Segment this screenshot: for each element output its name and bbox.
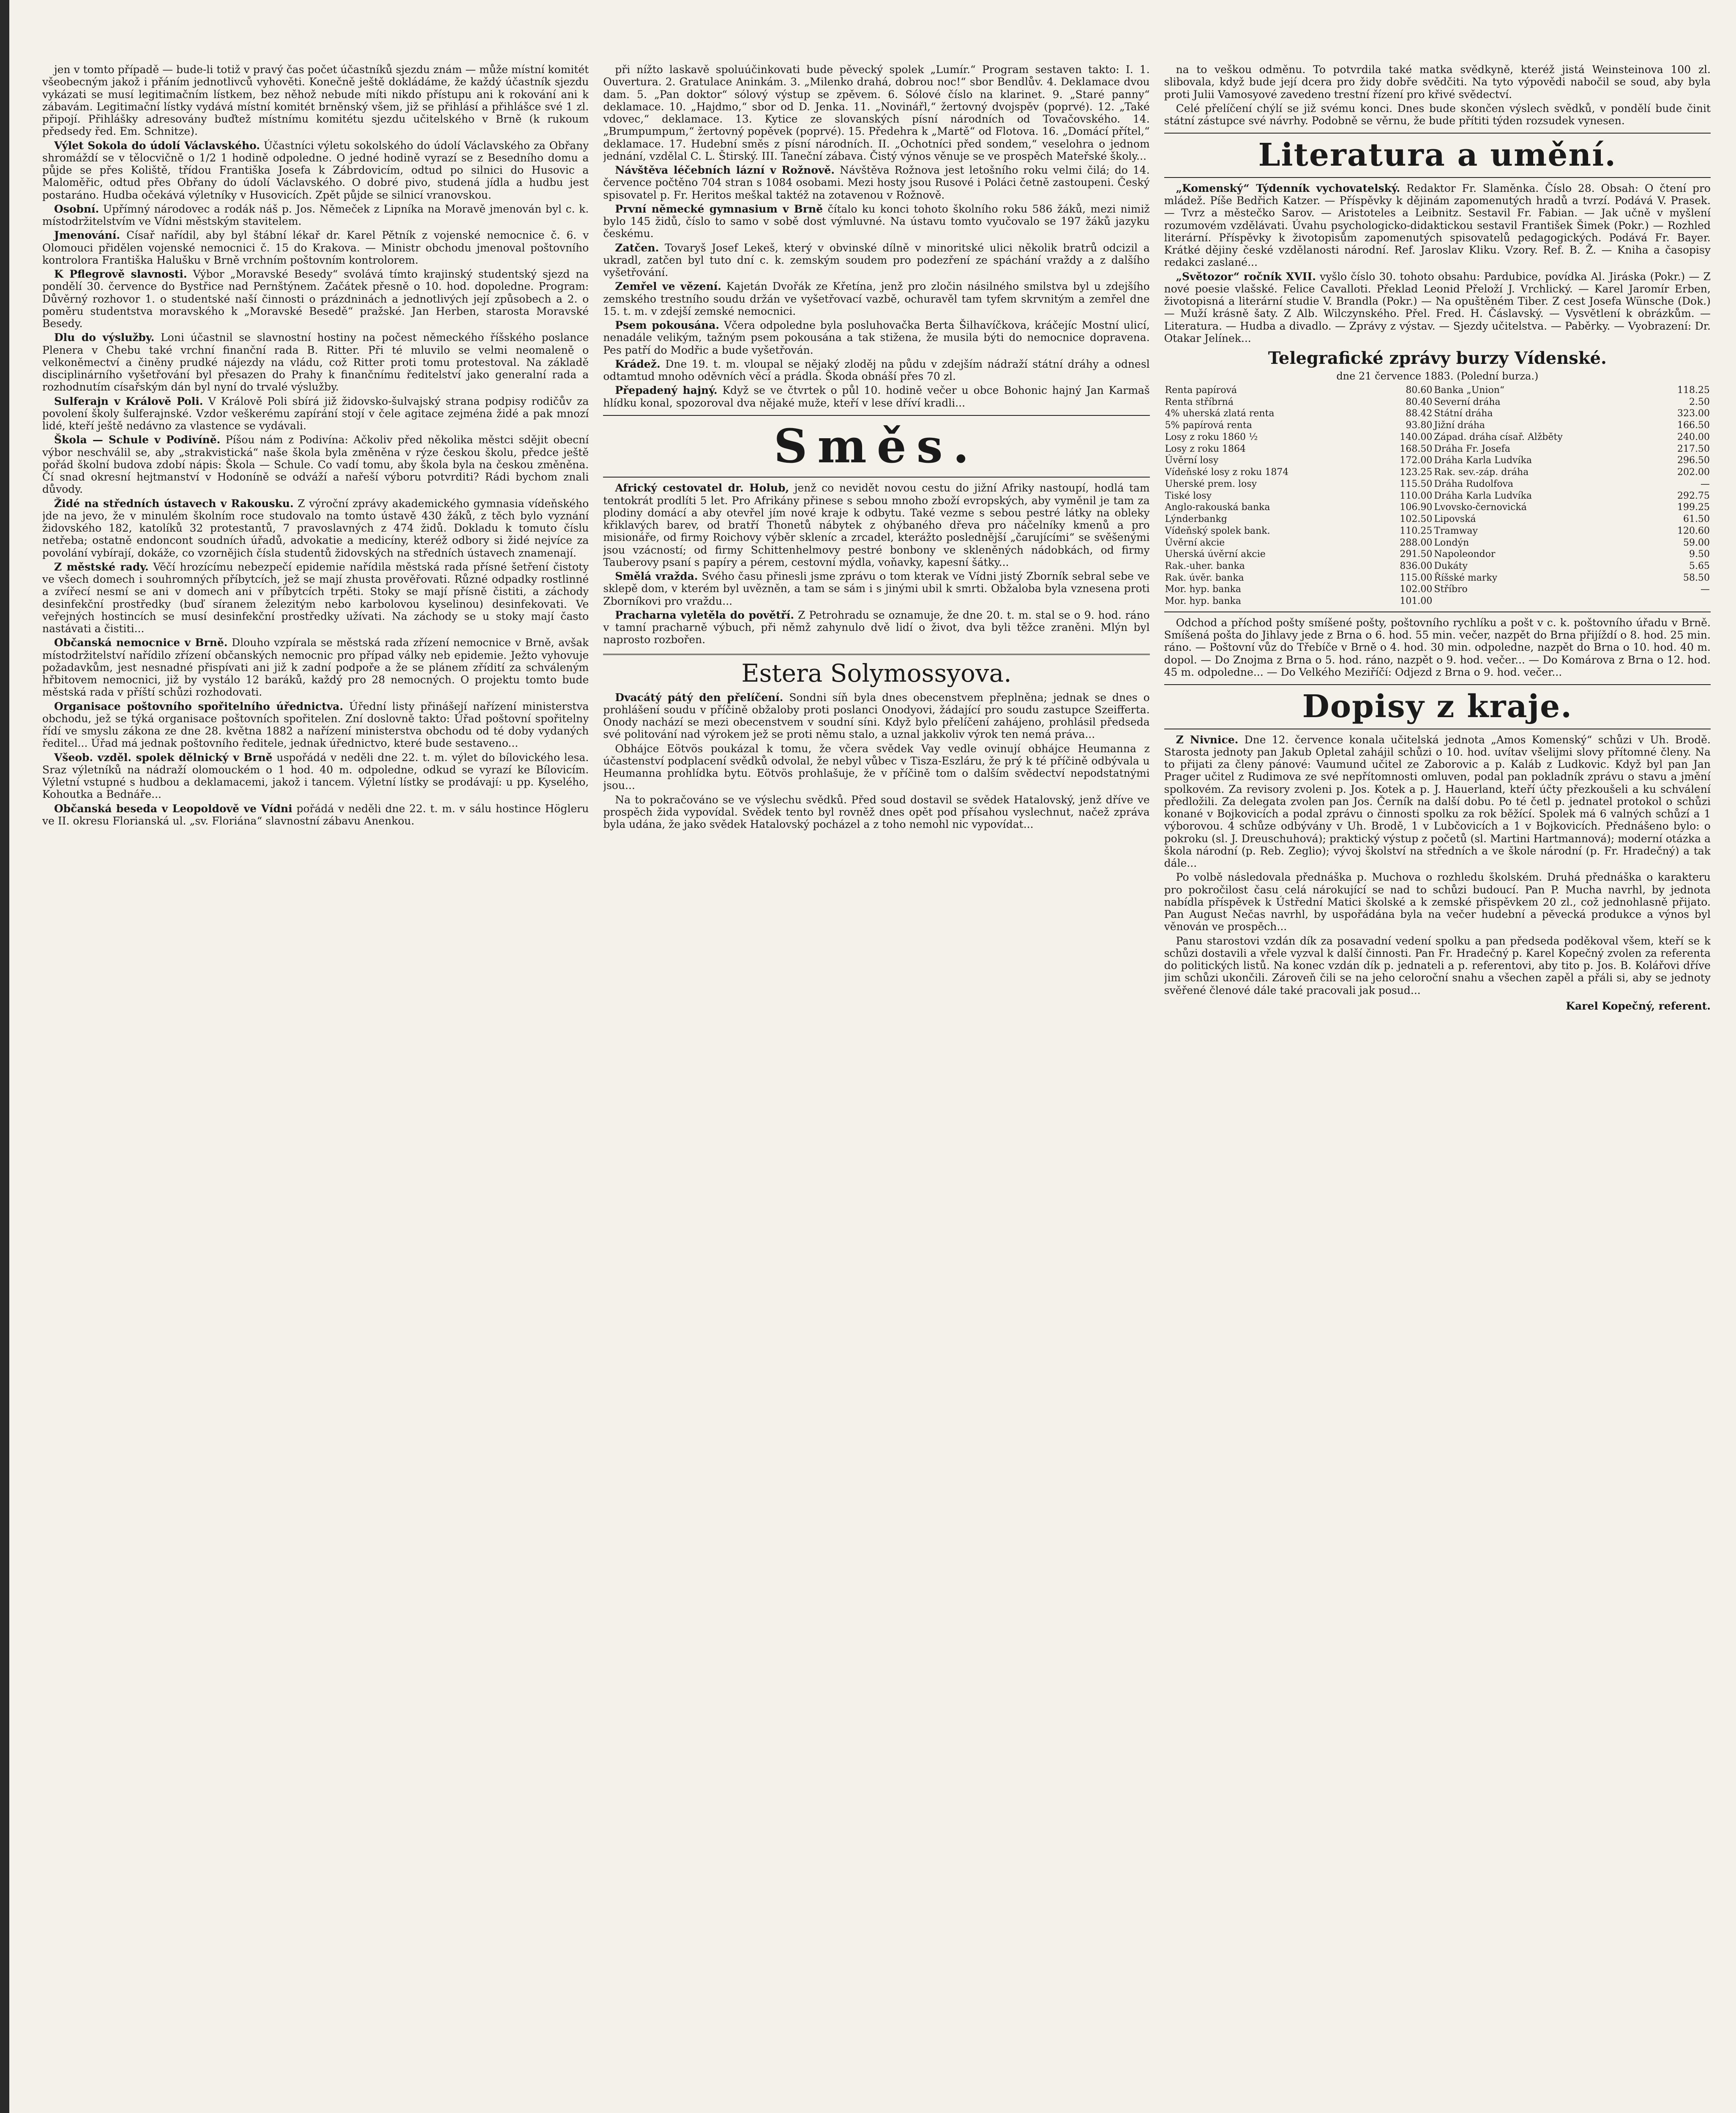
article-headline: Z Nivnice.	[1176, 733, 1239, 746]
article-text: při nížto laskavě spoluúčinkovati bude pěvecký spolek „Lumír.“ Program sestaven takto: I. 1. Ouvertura. 2. Gratulace Aninkám. 3. „Milenko drahá, dobrou noc!“ sbor Bendlův. 4. Deklamace dvou dam. 5. „Pan doktor“ sólový výstup se zpěvem. 6. Sólové číslo na klarinet. 9. „Staré panny“ deklamace. 10. „Hajdmo,“ sbor od D. Jenka. 11. „Novinářl,“ žertovný dvojspěv (poprvé). 12. „Také vdovec,“ deklamace. 13. Kytice ze slovanských písní národních od Tovačovského. 14. „Brumpumpum,“ žertovný popěvek (poprvé). 15. Předehra k „Martě“ od Flotova. 16. „Domácí přítel,“ deklamace. 17. Hudební směs z písní národních. II. „Ochotníci před sondem,“ veselohra o jednom jednání, vzdělal C. L. Štirský. III. Taneční zábava. Čistý výnos věnuje se ve prospěch Mateřské školy...	[603, 63, 1150, 162]
table-row	[1164, 431, 1711, 443]
quote-name: Vídeňský spolek bank.	[1165, 525, 1270, 536]
section-heading: Dopisy z kraje.	[1164, 684, 1711, 729]
table-row	[1164, 396, 1711, 408]
quote-name: Anglo-rakouská banka	[1165, 502, 1270, 513]
quote-name: Dráha Fr. Josefa	[1434, 443, 1510, 454]
quote-value: 118.25	[1677, 385, 1710, 396]
quote-value: 217.50	[1677, 443, 1710, 454]
article-paragraph	[603, 63, 1149, 162]
stock-report-title: Telegrafické zprávy burzy Vídenské.	[1268, 348, 1607, 369]
section-heading: Směs.	[603, 415, 1149, 478]
quote-value: 288.00	[1400, 537, 1433, 548]
quote-name: Mor. hyp. banka	[1165, 596, 1241, 607]
article-paragraph	[603, 691, 1149, 741]
quote-value: 102.00	[1400, 584, 1433, 595]
quote-value: 836.00	[1400, 560, 1433, 571]
article-paragraph	[42, 636, 589, 698]
table-row	[1164, 572, 1711, 584]
article-headline: Výlet Sokola do údolí Václavského.	[54, 139, 260, 152]
quote-name: Mor. hyp. banka	[1165, 584, 1241, 595]
quote-name: Renta papírová	[1165, 385, 1237, 396]
article-text: Dlouho vzpírala se městská rada zřízení nemocnice v Brně, avšak místodržitelství nařídilo zřízení občanských nemocnic pro případ války neb epidemie. Ježto vyhovuje požadavkům, jest nesnadné přispívati ani již k zadní podpoře a že se plánem zřídití za schváleným hřbitovem nemocnici, již by vystálo 12 baráků, každý pro 28 nemocných. O projektu tomto bude městská rada v příští schůzi rozhodovati.	[42, 636, 589, 699]
table-row	[1164, 595, 1711, 607]
article-headline: Dlu do výslužby.	[54, 331, 155, 344]
table-row	[1164, 467, 1711, 478]
quote-name	[1433, 595, 1653, 607]
quote-value: 323.00	[1677, 408, 1710, 419]
article-text: Píšou nám z Podivína: Ačkoliv před několika městci sdějit obecní výbor neschválil se, aby „strakvistická“ naše škola byla změněna v rýze českou školu, předce ještě pořád školní budova zdobí nápis: Škola — Schule. Co vadí tomu, aby škola byla na českou změněna. Čí snad okresní hejtmanství v Hodoníně se odváží a nařeší výboru potvrditi? Rádi bychom znali důvody.	[42, 434, 589, 496]
table-row	[1164, 420, 1711, 431]
article-text: Svého času přinesli jsme zprávu o tom kterak ve Vídni jistý Zborník sebral sebe ve sklepě dom, v kterém byl uvězněn, a tam se sám i s jinými ubil k smrti. Obžaloba byla vznesena proti Zborníkovi pro vraždu...	[603, 570, 1150, 607]
quote-value: 240.00	[1677, 431, 1710, 442]
quote-value: 168.50	[1400, 443, 1433, 454]
quote-name: Dráha Karla Ludvíka	[1434, 490, 1532, 501]
quote-value: 202.00	[1677, 467, 1710, 478]
article-paragraph	[603, 384, 1149, 409]
article-paragraph	[1164, 270, 1711, 345]
quote-name: Tramway	[1434, 525, 1478, 536]
quote-name: Lvovsko-černovická	[1434, 502, 1527, 513]
article-headline: Přepadený hajný.	[615, 384, 718, 397]
article-text: Císař nařídil, aby byl štábní lékař dr. Karel Pětník z vojenské nemocnice č. 6. v Olomouci přidělen vojenské nemocnici č. 15 do Krakova. — Ministr obchodu jmenoval poštovního kontrolora Františka Halušku v Brně vrchním poštovním kontrolorem.	[42, 229, 589, 266]
story-heading: Estera Solymossyova.	[603, 654, 1149, 688]
quote-name: Lipovská	[1434, 514, 1476, 525]
quote-name: Uherské prem. losy	[1165, 478, 1257, 489]
article-paragraph	[1164, 935, 1711, 996]
article-paragraph	[603, 482, 1149, 568]
article-text: jen v tomto případě — bude-li totiž v pravý čas počet účastníků sjezdu znám — může místní komitét všeobecným jakož i přáním jednotlivců vyhověti. Konečně ještě dokládáme, že každý účastník sjezdu vykázati se musí legitimačním lístkem, bez něhož nebude míti nikdo přístupu ani k rokování ani k zábavám. Legitimační lístky vydává místní komitét brněnský všem, již se přihlásí a přihlášce své 1 zl. připojí. Přihlášky adresovány buďtež místnímu komitétu sjezdu učitelského v Brně (k rukoum předsedy řed. Em. Schnitze).	[42, 63, 589, 138]
article-text: Tovaryš Josef Lekeš, který v obvinské dílně v minoritské ulici několik bratrů odcizil a ukradl, zatčen byl tuto dní c. k. zemským soudem pro podezření ze spáchání vraždy a z dalšího vyšetřování.	[603, 241, 1150, 278]
quote-value: 2.50	[1689, 396, 1710, 407]
quote-value: 5.65	[1689, 560, 1710, 571]
article-text: Po volbě následovala přednáška p. Muchova o rozhledu školském. Druhá přednáška o karakteru pro pokročilost času celá nárokující se nad to schůzi budoucí. Pan P. Mucha navrhl, by jednota nabídla příspěvek k Ústřední Matici školské a k zemské přispěvkem 20 zl., což jednohlasně přijato. Pan August Nečas navrhl, by uspořádána byla na večer hudební a pěvecká produkce a výnos byl věnován ve prospěch...	[1164, 871, 1711, 933]
article-paragraph	[42, 497, 589, 559]
quote-value: 58.50	[1683, 572, 1710, 583]
table-row	[1164, 443, 1711, 455]
quote-name: Rak. úvěr. banka	[1165, 572, 1244, 583]
article-text: vyšlo číslo 30. tohoto obsahu: Pardubice, povídka Al. Jiráska (Pokr.) — Z nové poesie vlašské. Felice Cavalloti. Překlad Leonid Přeloží J. Vrchlický. — Karel Jaromír Erben, životopisná a literární studie V. Brandla (Pokr.) — Na opuštěném Tiber. Z cest Josefa Wünsche (Dok.) — Muží krásně šaty. Z Alb. Wilczynského. Přel. Fred. H. Čáslavský. — Vysvětlení k obrázkům. — Literatura. — Hudba a divadlo. — Zprávy z výstav. — Sjezdy učitelstva. — Paběrky. — Vyobrazení: Dr. Otakar Jelínek...	[1164, 270, 1711, 344]
quote-name: Dráha Karla Ludvíka	[1434, 455, 1532, 466]
article-text: Panu starostovi vzdán dík za posavadní vedení spolku a pan předseda poděkoval všem, kteří se k schůzi dostavili a vřele vyzval k další činnosti. Pan Fr. Hradečný p. Karel Kopečný zvolen za referenta do politických listů. Na konec vzdán dík p. jednateli a p. referentovi, aby tito p. Jos. B. Kolářovi dříve jim schůzi ukončili. Zároveň čili se na jeho celoroční snahu a všechen zapěl a přáli si, aby se jednoty svěřené členové dále také pracovali jak posud...	[1164, 934, 1711, 996]
article-paragraph	[42, 203, 589, 228]
article-paragraph	[603, 794, 1149, 831]
article-headline: Pracharna vyletěla do povětří.	[615, 609, 794, 621]
article-headline: Z městské rady.	[54, 560, 149, 573]
article-headline: Psem pokousána.	[615, 319, 720, 331]
quote-value: 172.00	[1400, 455, 1433, 466]
article-paragraph	[42, 803, 589, 827]
quote-name: Tiské losy	[1165, 490, 1212, 501]
quote-value: —	[1700, 584, 1710, 595]
article-paragraph	[42, 229, 589, 266]
article-text: Návštěva Rožnova jest letošního roku velmi čilá; do 14. července počtěno 704 stran s 1084 osobami. Mezi hosty jsou Rusové i Poláci četně zastoupeni. Český spisovatel p. Fr. Heritos meškal taktéž na zotavenou v Rožnově.	[603, 164, 1150, 201]
stock-report-date: dne 21 července 1883. (Polední burza.)	[1336, 370, 1539, 382]
article-paragraph	[42, 63, 589, 138]
article-text: Sondni síň byla dnes obecenstvem přeplněna; jednak se dnes o prohlášení soudu v příčině obžaloby proti poslanci Onodyovi, žádající pro soudu zastupce Szeifferta. Onody nachází se mezi obecenstvem v soudní síni. Když bylo přelíčení zahájeno, prohlásil předseda své politování nad výrokem jež se proti němu stalo, a uznal jakkoliv výrok ten nemá práva...	[603, 691, 1150, 741]
article-text: jenž co nevidět novou cestu do jižní Afriky nastoupí, hodlá tam tentokrát prodlíti 5 let. Pro Afrikány přinese s sebou mnoho zboží evropských, aby vyměnil je tam za plodiny domácí a aby otevřel jím nové kraje k odbytu. Také vezme s sebou pestré látky na obleky křiklavých barev, od bratří Thonetů nábytek z ohýbaného dřeva pro náčelníky kmenů a pro misionáře, od firmy Roichovy výběr skleníc a zrcadel, kterážto poslednější „čarujícími“ se svěšenými jsou vzácností; od firmy Schittenhelmovy pestré bonbony ve skleněných nádobkách, od firmy Tauberovy psaní s papíry a pérem, cestovní mýdla, voňavky, kapesní šátky...	[603, 482, 1150, 568]
article-text: Dne 12. července konala učitelská jednota „Amos Komenský“ schůzi v Uh. Brodě. Starosta jednoty pan Jakub Opletal zahájil schůzi o 10. hod. uvítav všelijmi slovy přítomné členy. Na to přijati za členy pánové: Vaumund učitel ze Zaborovic a p. Kaláb z Ludkovic. Když byl pan Jan Prager učitel z Rudimova ze své nepřítomnosti omluven, podal pan pokladník zprávu o stavu a jmění spolkovém. Za revisory zvoleni p. Jos. Kotek a p. J. Hauerland, kteří účty přezkoušeli a ku schválení předložili. Za delegata zvolen pan Jos. Černík na další dobu. Po té četl p. jednatel protokol o schůzi konané v Bojkovicích a podal zprávu o činnosti spolku za rok běžící. Spolek má 6 valných schůzí a 1 výborovou. 4 schůze odbývány v Uh. Brodě, 1 v Lubčovicích a 1 v Bojkovicích. Přednášeno bylo: o pokroku (sl. J. Dreuschuhová); praktický výstup z početů (sl. Martini Hartmannová); moderní otázka a škola národní (p. Reb. Zeglio); vývoj školství na středních a ve škole národní (p. Fr. Hradečný) a tak dále...	[1164, 733, 1711, 870]
quote-name: Západ. dráha císař. Alžběty	[1434, 431, 1563, 442]
article-paragraph	[42, 331, 589, 393]
article-paragraph	[603, 164, 1149, 201]
quote-name: Lýnderbankg	[1165, 514, 1227, 525]
quote-value: 110.25	[1400, 525, 1433, 536]
quote-name: Státní dráha	[1434, 408, 1493, 419]
quote-value: 140.00	[1400, 431, 1433, 442]
article-headline: Zatčen.	[615, 241, 659, 254]
quote-name: Banka „Union“	[1434, 385, 1505, 396]
quote-name: Úvěrní losy	[1165, 455, 1219, 466]
quote-name: Stříbro	[1434, 584, 1468, 595]
article-paragraph	[42, 395, 589, 432]
article-text: Z Petrohradu se oznamuje, že dne 20. t. m. stal se o 9. hod. ráno v tamní pracharně výbuch, při němž zahynulo dvě lidí o život, dva byli těžce zraněni. Mlýn byl naprosto rozbořen.	[603, 609, 1150, 646]
quote-value	[1653, 595, 1711, 607]
article-headline: První německé gymnasium v Brně	[615, 202, 823, 215]
article-text: Obhájce Eötvös poukázal k tomu, že včera svědek Vay vedle ovinují obhájce Heumanna z účastenství podplacení svědků odvolal, že nebyl vůbec v Tisza-Eszláru, že prý k té příčině odbývala u Heumanna prohlídka bytu. Eötvös prohlašuje, že v příčině tom o dalším svědectví nepodstatnými jsou...	[603, 742, 1150, 792]
article-signature: Karel Kopečný, referent.	[1566, 999, 1711, 1012]
stock-quotes-table	[1164, 385, 1711, 607]
article-paragraph	[1164, 734, 1711, 870]
article-paragraph	[603, 242, 1149, 279]
article-text: Výbor „Moravské Besedy“ svolává tímto krajinský studentský sjezd na pondělí 30. července do Bystřice nad Pernštýnem. Začátek přesně o 10. hod. dopoledne. Program: Důvěrný rozhovor 1. o studentské naší činnosti o prázdninách a jednotlivých její způsobech a 2. o poměru studentstva moravského k „Moravské Besedě“ pražské. Jan Herben, starosta Moravské Besedy.	[42, 268, 589, 330]
quote-name: Dukáty	[1434, 560, 1468, 571]
quote-name: 4% uherská zlatá renta	[1165, 408, 1275, 419]
quote-value: 110.00	[1400, 490, 1433, 501]
article-text: Na to pokračováno se ve výslechu svědků. Před soud dostavil se svědek Hatalovský, jenž dříve ve prospěch žida vypovídal. Svědek tento byl rovněž dnes opět pod přísahou vyslechnut, načež zpráva byla udána, že jako svědek Hatalovský pocházel a z toho nemohl nic vypovídat...	[603, 793, 1150, 831]
article-headline: „Komenský“ Týdenník vychovatelský.	[1176, 182, 1400, 194]
article-paragraph	[603, 319, 1149, 356]
article-headline: Jmenování.	[54, 229, 120, 242]
quote-value: 93.80	[1406, 420, 1433, 431]
article-text: Redaktor Fr. Slaměnka. Číslo 28. Obsah: O čtení pro mládež. Píše Bedřich Katzer. — Příspěvky k dějinám zapomenutých hradů a tvrzí. Podává V. Prasek. — Tvrz a městečko Sarov. — Aristoteles a Leibnitz. Sestavil Fr. Fabian. — Jak učně v myšlení rozumovém vzdělávati. Úvahu psychologicko-didaktickou sestavil František Šimek (Pokr.) — Rozhled literární. Příspěvky k životopisům zapomenutých spisovatelů pedagogických. Podává Fr. Bayer. Krátké dějiny české vzdělanosti národní. Ref. Jaroslav Kliku. Vzory. Ref. B. Ž. — Kniha a časopisy redakci zaslané...	[1164, 182, 1711, 269]
article-headline: Krádež.	[615, 358, 661, 370]
quote-value: 115.50	[1400, 478, 1433, 489]
article-text: Účastníci výletu sokolského do údolí Václavského za Obřany shromáždí se v tělocvičně o 1/2 1 hodině odpoledne. O jedné hodině vyrazí se z Besedního domu a půjde se přes Koliště, třídou Františka Josefa k Zábrdovicím, odtud po silnici do Husovic a Maloměřic, odtud přes Obřany do údolí Václavského. O dobré pivo, studená jídla a hudbu jest postaráno. Hudba očekává výletníky v Husovicích. Zpět půjde se silnicí vranovskou.	[42, 139, 589, 201]
article-text: Loni účastnil se slavnostní hostiny na počest německého říšského poslance Plenera v Chebu také vrchní finanční rada B. Ritter. Při té mluvilo se velmi neomaleně o velkoněmectví a činěny prudké nájezdy na vládu, což Ritter proti tomu protestoval. Na základě disciplinárního vyšetřování byl přesazen do Prahy k finančnímu ředitelství jako generalní rada a rozhodnutím císařským dán byl nyní do trvalé výslužby.	[42, 331, 589, 393]
quote-name: Vídeňské losy z roku 1874	[1165, 467, 1289, 478]
article-headline: Občanská nemocnice v Brně.	[54, 636, 228, 649]
quote-value: 9.50	[1689, 549, 1710, 560]
article-headline: Všeob. vzděl. spolek dělnický v Brně	[54, 751, 273, 764]
article-text: Včera odpoledne byla posluhovačka Berta Šilhavíčkova, kráčejíc Mostní ulicí, nenadále velikým, tažným psem pokousána a tak stižena, že musila býti do nemocnice dopravena. Pes patří do Modřic a bude vyšetřován.	[603, 319, 1150, 356]
article-paragraph	[603, 743, 1149, 792]
article-headline: Návštěva léčebních lázní v Rožnově.	[615, 164, 835, 176]
quote-name: Dráha Rudolfova	[1434, 478, 1513, 489]
article-paragraph	[1164, 63, 1711, 101]
quote-value: 123.25	[1400, 467, 1433, 478]
article-text: čítalo ku konci tohoto školního roku 586 žáků, mezi nimiž bylo 145 židů, číslo to samo v sobě dost výmluvné. Na ústavu tomto vyučovalo se 197 žáků jazyku českému.	[603, 202, 1150, 240]
quote-value: 80.40	[1406, 396, 1433, 407]
quote-name: Londýn	[1434, 537, 1469, 548]
article-headline: Organisace poštovního spořitelního úřednictva.	[54, 700, 344, 713]
article-headline: Škola — Schule v Podivíně.	[54, 434, 221, 446]
table-row	[1164, 560, 1711, 572]
column-2	[603, 63, 1149, 2113]
article-text: V Králově Poli sbírá již židovsko-šulvajský strana podpisy rodičův za povolení školy šulferajnské. Vzdor veškerému zapírání stojí v čele agitace zejména židé a pak mnozí lidé, kteří ještě nedávno za vlastence se vydávali.	[42, 395, 589, 432]
article-text: Dne 19. t. m. vloupal se nějaký zloděj na půdu v zdejším nádraží státní dráhy a odnesl odtamtud mnoho oděvních věcí a prádla. Škoda obnáší přes 70 zl.	[603, 358, 1150, 382]
table-row	[1164, 513, 1711, 525]
table-row	[1164, 549, 1711, 560]
table-row	[1164, 478, 1711, 490]
article-headline: Africký cestovatel dr. Holub,	[615, 482, 789, 494]
article-text: uspořádá v neděli dne 22. t. m. výlet do bílovického lesa. Sraz výletníků na nádraží olomouckém o 1 hod. 40 m. odpoledne, odkud se vyrazí ke Bílovicím. Výletní vstupné s hudbou a deklamacemi, jakož i tancem. Výletní lístky se prodávají: u pp. Kyselého, Kohoutka a Bednáře...	[42, 751, 589, 801]
article-paragraph	[603, 280, 1149, 317]
quote-value: 88.42	[1406, 408, 1433, 419]
table-row	[1164, 537, 1711, 549]
article-paragraph	[603, 358, 1149, 383]
article-headline: Osobní.	[54, 202, 99, 215]
article-paragraph	[1164, 871, 1711, 933]
scan-edge	[0, 0, 9, 2113]
article-paragraph	[603, 570, 1149, 607]
quote-value: 106.90	[1400, 502, 1433, 513]
table-row	[1164, 408, 1711, 420]
article-text: Celé přelíčení chýlí se již svému konci. Dnes bude skončen výslech svědků, v pondělí bude činit státní zástupce své návrhy. Podobně se věrnu, že bude přítiti týden rozsudek vynesen.	[1164, 102, 1711, 127]
quote-value: 102.50	[1400, 514, 1433, 525]
article-paragraph	[42, 268, 589, 330]
table-row	[1164, 584, 1711, 595]
article-paragraph	[603, 609, 1149, 646]
article-headline: „Světozor“ ročník XVII.	[1176, 270, 1316, 283]
quote-value: 61.50	[1683, 514, 1710, 525]
quote-name: Úvěrní akcie	[1165, 537, 1225, 548]
quote-name: Říšské marky	[1434, 572, 1498, 583]
quote-name: Uherská úvěrní akcie	[1165, 549, 1266, 560]
table-row	[1164, 385, 1711, 396]
quote-value: 296.50	[1677, 455, 1710, 466]
article-text: Z výroční zprávy akademického gymnasia vídeňského jde na jevo, že v minulém školním roce studovalo na tomto ústavě 430 žáků, z těch bylo vyznání židovského 182, katolíků 32 protestantů, 7 pravoslavných z 474 židů. Dokladu k tomuto číslu netřeba; ostatně endoncont soudních úřadů, advokatie a medicíny, kteréž odbory si židé nejvíce za povolání vybírají, dokáže, co vzornějich čísla studentů židovských na středních ústavech znamenají.	[42, 497, 589, 559]
article-headline: Smělá vražda.	[615, 570, 698, 583]
article-text: na to veškou odměnu. To potvrdila také matka svědkyně, kteréž jistá Weinsteinova 100 zl. slibovala, když bude její dcera pro židy dobře svědčiti. Na tyto výpovědi nabočil se soud, aby byla proti Julii Vamosyové zavedeno trestní řízení pro křivé svědectví.	[1164, 63, 1711, 101]
quote-name: Rak. sev.-záp. dráha	[1434, 467, 1529, 478]
article-text: Upřímný národovec a rodák náš p. Jos. Němeček z Lipníka na Moravě jmenován byl c. k. místodržitelstvím ve Vídni městským stavitelem.	[42, 202, 589, 227]
quote-name: Napoleondor	[1434, 549, 1496, 560]
quote-value: 59.00	[1683, 537, 1710, 548]
article-text: Kajetán Dvořák ze Křetína, jenž pro zločin násilného smilstva byl u zdejšího zemského trestního soudu držán ve vyšetřovací vazbě, ochuravěl tam tyfem skrvnitým a zemřel dne 15. t. m. v zdejší zemské nemocnici.	[603, 280, 1150, 317]
quote-value: 166.50	[1677, 420, 1710, 431]
article-text: Když se ve čtvrtek o půl 10. hodině večer u obce Bohonic hajný Jan Karmaš hlídku konal, spozoroval dva nějaké muže, kteří v lese dříví kradli...	[603, 384, 1150, 409]
article-headline: Občanská beseda v Leopoldově ve Vídni	[54, 802, 292, 815]
article-headline: Židé na středních ústavech v Rakousku.	[54, 497, 294, 510]
quote-value: —	[1700, 478, 1710, 489]
article-text: Úřední listy přinášejí nařízení ministerstva obchodu, jež se týká organisace poštovních spořitelen. Zní doslovně takto: Úřad poštovní spořitelny řídí ve smyslu zákona ze dne 28. května 1882 a nařízení ministerstva obchodu od té doby vydaných ředitel... Úřad má jednak poštovního ředitele, jednak úřednictvo, které bude sestaveno...	[42, 700, 589, 750]
article-paragraph	[1164, 182, 1711, 269]
quote-name: Losy z roku 1860 ½	[1165, 431, 1258, 442]
article-headline: Dvacátý pátý den přelíčení.	[615, 691, 783, 704]
article-text: Věčí hrozícímu nebezpečí epidemie nařídila městská rada přísné šetření čistoty ve všech domech i souhromných příbytcích, jež se mají zhusta prověřovati. Různé odpadky rostlinné a zvířecí nesmí se ani v domech ani v příbytcích trpěti. Stoky se mají přísně čistiti, a záchody desinfekční prostředky (buď síranem železitým nebo karbolovou kyselinou) desinfekovati. Ve veřejných hostincích se musí desinfekční prostředky užívati. Na záchody se u stoky mají často nastávati a čistiti...	[42, 560, 589, 635]
article-paragraph	[1164, 102, 1711, 127]
column-1	[42, 63, 589, 2113]
quote-value: 115.00	[1400, 572, 1433, 583]
table-row	[1164, 525, 1711, 537]
table-row	[1164, 490, 1711, 502]
article-paragraph	[42, 434, 589, 495]
article-headline: Sulferajn v Králově Poli.	[54, 395, 203, 407]
article-paragraph	[603, 203, 1149, 240]
quote-value: 199.25	[1677, 502, 1710, 513]
quote-value: 80.60	[1406, 385, 1433, 396]
article-headline: Zemřel ve vězení.	[615, 280, 721, 293]
article-text: pořádá v neděli dne 22. t. m. v sálu hostince Högleru ve II. okresu Florianská ul. „sv. Floriána“ slavnostní zábavu Anenkou.	[42, 802, 589, 827]
article-headline: K Pflegrově slavnosti.	[54, 268, 187, 280]
quote-value: 120.60	[1677, 525, 1710, 536]
article-text: Odchod a příchod pošty smíšené pošty, poštovního rychlíku a pošt v c. k. poštovního úřadu v Brně. Smíšená pošta do Jihlavy jede z Brna o 6. hod. 55 min. večer, nazpět do Brna přijíždí o 8. hod. 25 min. ráno. — Poštovní vůz do Třebíče v Brně o 4. hod. 30 min. odpoledne, nazpět do Brna o 10. hod. 40 m. dopol. — Do Znojma z Brna o 5. hod. ráno, nazpět o 9. hod. večer... — Do Komárova z Brna o 12. hod. 45 m. odpoledne... — Do Velkého Meziříčí: Odjezd z Brna o 9. hod. večer...	[1164, 616, 1711, 678]
article-paragraph	[42, 561, 589, 635]
quote-name: 5% papírová renta	[1165, 420, 1252, 431]
quote-value: 101.00	[1400, 596, 1433, 607]
quote-name: Rak.-uher. banka	[1165, 560, 1245, 571]
quote-name: Jižní dráha	[1434, 420, 1485, 431]
article-paragraph	[42, 751, 589, 801]
section-heading: Literatura a umění.	[1164, 133, 1711, 178]
table-row	[1164, 502, 1711, 513]
table-row	[1164, 455, 1711, 467]
column-3	[1164, 63, 1711, 2113]
quote-name: Losy z roku 1864	[1165, 443, 1246, 454]
article-paragraph	[42, 139, 589, 201]
quote-name: Renta stříbrná	[1165, 396, 1234, 407]
quote-name: Severní dráha	[1434, 396, 1501, 407]
article-paragraph	[1164, 617, 1711, 678]
quote-value: 291.50	[1400, 549, 1433, 560]
article-paragraph	[42, 700, 589, 750]
quote-value: 292.75	[1677, 490, 1710, 501]
